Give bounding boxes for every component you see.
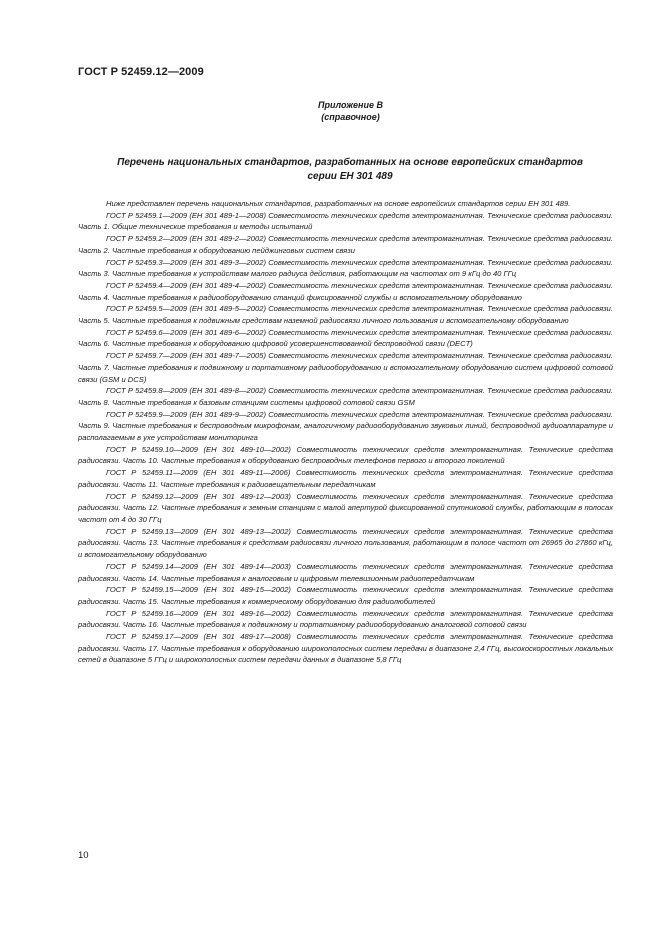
standard-entry: ГОСТ Р 52459.1—2009 (ЕН 301 489-1—2008) Совместимость технических средств электромагнитная. Технические средства радиосвязи. Часть 1. Общие технические требования и методы испытаний	[78, 210, 613, 232]
standard-entry: ГОСТ Р 52459.17—2009 (ЕН 301 489-17—2008) Совместимость технических средств электромагнитная. Технические средства радиосвязи. Часть 17. Частные требования к оборудованию широкополосных систем передачи в диапазоне 2,4 ГГц, высокоскоростных локальных сетей в диапазоне 5 ГГц и широкополосных систем передачи данных в диапазоне 5,8 ГГц	[78, 632, 613, 665]
standard-entry: ГОСТ Р 52459.3—2009 (ЕН 301 489-3—2002) Совместимость технических средств электромагнитная. Технические средства радиосвязи. Часть 3. Частные требования к устройствам малого радиуса действия, работающим на частотах от 9 кГц до 40 ГГц	[78, 257, 613, 279]
standard-entry: ГОСТ Р 52459.11—2009 (ЕН 301 489-11—2006) Совместимость технических средств электромагнитная. Технические средства радиосвязи. Часть 11. Частные требования к радиовещательным передатчикам	[78, 468, 613, 489]
section-title-line2: серии ЕН 301 489	[307, 170, 393, 182]
page-number: 10	[78, 850, 89, 861]
standard-entry: ГОСТ Р 52459.16—2009 (ЕН 301 489-16—2002) Совместимость технических средств электромагнитная. Технические средства радиосвязи. Часть 16. Частные требования к подвижному и портативному радиооборудованию аналоговой сотовой связи	[78, 608, 613, 630]
standard-entry: ГОСТ Р 52459.8—2009 (ЕН 301 489-8—2002) Совместимость технических средств электромагнитная. Технические средства радиосвязи. Часть 8. Частные требования к базовым станциям системы цифровой сотовой связи GSM	[78, 386, 613, 407]
standard-entry: ГОСТ Р 52459.12—2009 (ЕН 301 489-12—2003) Совместимость технических средств электромагнитная. Технические средства радиосвязи. Часть 12. Частные требования к земным станциям с малой апертурой фиксированной спутниковой службы, работающим в полосах частот от 4 до 30 ГГц	[78, 491, 613, 524]
document-header: ГОСТ Р 52459.12—2009	[78, 66, 204, 78]
standard-entry: ГОСТ Р 52459.2—2009 (ЕН 301 489-2—2002) Совместимость технических средств электромагнитная. Технические средства радиосвязи. Часть 2. Частные требования к оборудованию пейджинговых систем связи	[78, 234, 613, 255]
standard-entry: ГОСТ Р 52459.15—2009 (ЕН 301 489-15—2002) Совместимость технических средств электромагнитная. Технические средства радиосвязи. Часть 15. Частные требования к коммерческому оборудованию для радиолюбителей	[78, 585, 613, 606]
standard-entry: ГОСТ Р 52459.5—2009 (ЕН 301 489-5—2002) Совместимость технических средств электромагнитная. Технические средства радиосвязи. Часть 5. Частные требования к подвижным средствам наземной радиосвязи личного пользования и вспомогательному оборудованию	[78, 304, 613, 326]
standard-entry: ГОСТ Р 52459.14—2009 (ЕН 301 489-14—2003) Совместимость технических средств электромагнитная. Технические средства радиосвязи. Часть 14. Частные требования к аналоговым и цифровым телевизионным радиопередатчикам	[78, 561, 613, 583]
standard-entry: ГОСТ Р 52459.7—2009 (ЕН 301 489-7—2005) Совместимость технических средств электромагнитная. Технические средства радиосвязи. Часть 7. Частные требования к подвижному и портативному радиооборудованию и вспомогательному оборудованию систем цифровой сотовой связи (GSM и DCS)	[78, 351, 613, 384]
standard-entry: ГОСТ Р 52459.4—2009 (ЕН 301 489-4—2002) Совместимость технических средств электромагнитная. Технические средства радиосвязи. Часть 4. Частные требования к радиооборудованию станций фиксированной службы и вспомогательному оборудованию	[78, 280, 613, 302]
standard-entry: ГОСТ Р 52459.9—2009 (ЕН 301 489-9—2002) Совместимость технических средств электромагнитная. Технические средства радиосвязи. Часть 9. Частные требования к беспроводным микрофонам, аналогичному радиооборудованию звуковых линий, беспроводной аудиоаппаратуре и располагаемым в ухе устройствам мониторинга	[78, 409, 613, 443]
appendix-label: Приложение В	[318, 100, 383, 110]
standard-entry: ГОСТ Р 52459.6—2009 (ЕН 301 489-6—2002) Совместимость технических средств электромагнитная. Технические средства радиосвязи. Часть 6. Частные требования к оборудованию цифровой усовершенствованной беспроводной связи (DECT)	[78, 327, 613, 349]
standard-entry: ГОСТ Р 52459.10—2009 (ЕН 301 489-10—2002) Совместимость технических средств электромагнитная. Технические средства радиосвязи. Часть 10. Частные требования к оборудованию беспроводных телефонов первого и второго поколений	[78, 444, 613, 466]
appendix-heading	[0, 99, 661, 123]
intro-paragraph: Ниже представлен перечень национальных стандартов, разработанных на основе европейских стандартов серии ЕН 301 489.	[106, 199, 571, 208]
standards-list	[78, 198, 613, 666]
appendix-type: (справочное)	[321, 112, 380, 122]
section-title	[70, 156, 630, 183]
section-title-line1: Перечень национальных стандартов, разработанных на основе европейских стандартов	[117, 157, 583, 168]
standard-entry: ГОСТ Р 52459.13—2009 (ЕН 301 489-13—2002) Совместимость технических средств электромагнитная. Технические средства радиосвязи. Часть 13. Частные требования к средствам радиосвязи личного пользования, работающим в полосе частот от 26965 до 27860 кГц, и вспомогательному оборудованию	[78, 526, 613, 560]
